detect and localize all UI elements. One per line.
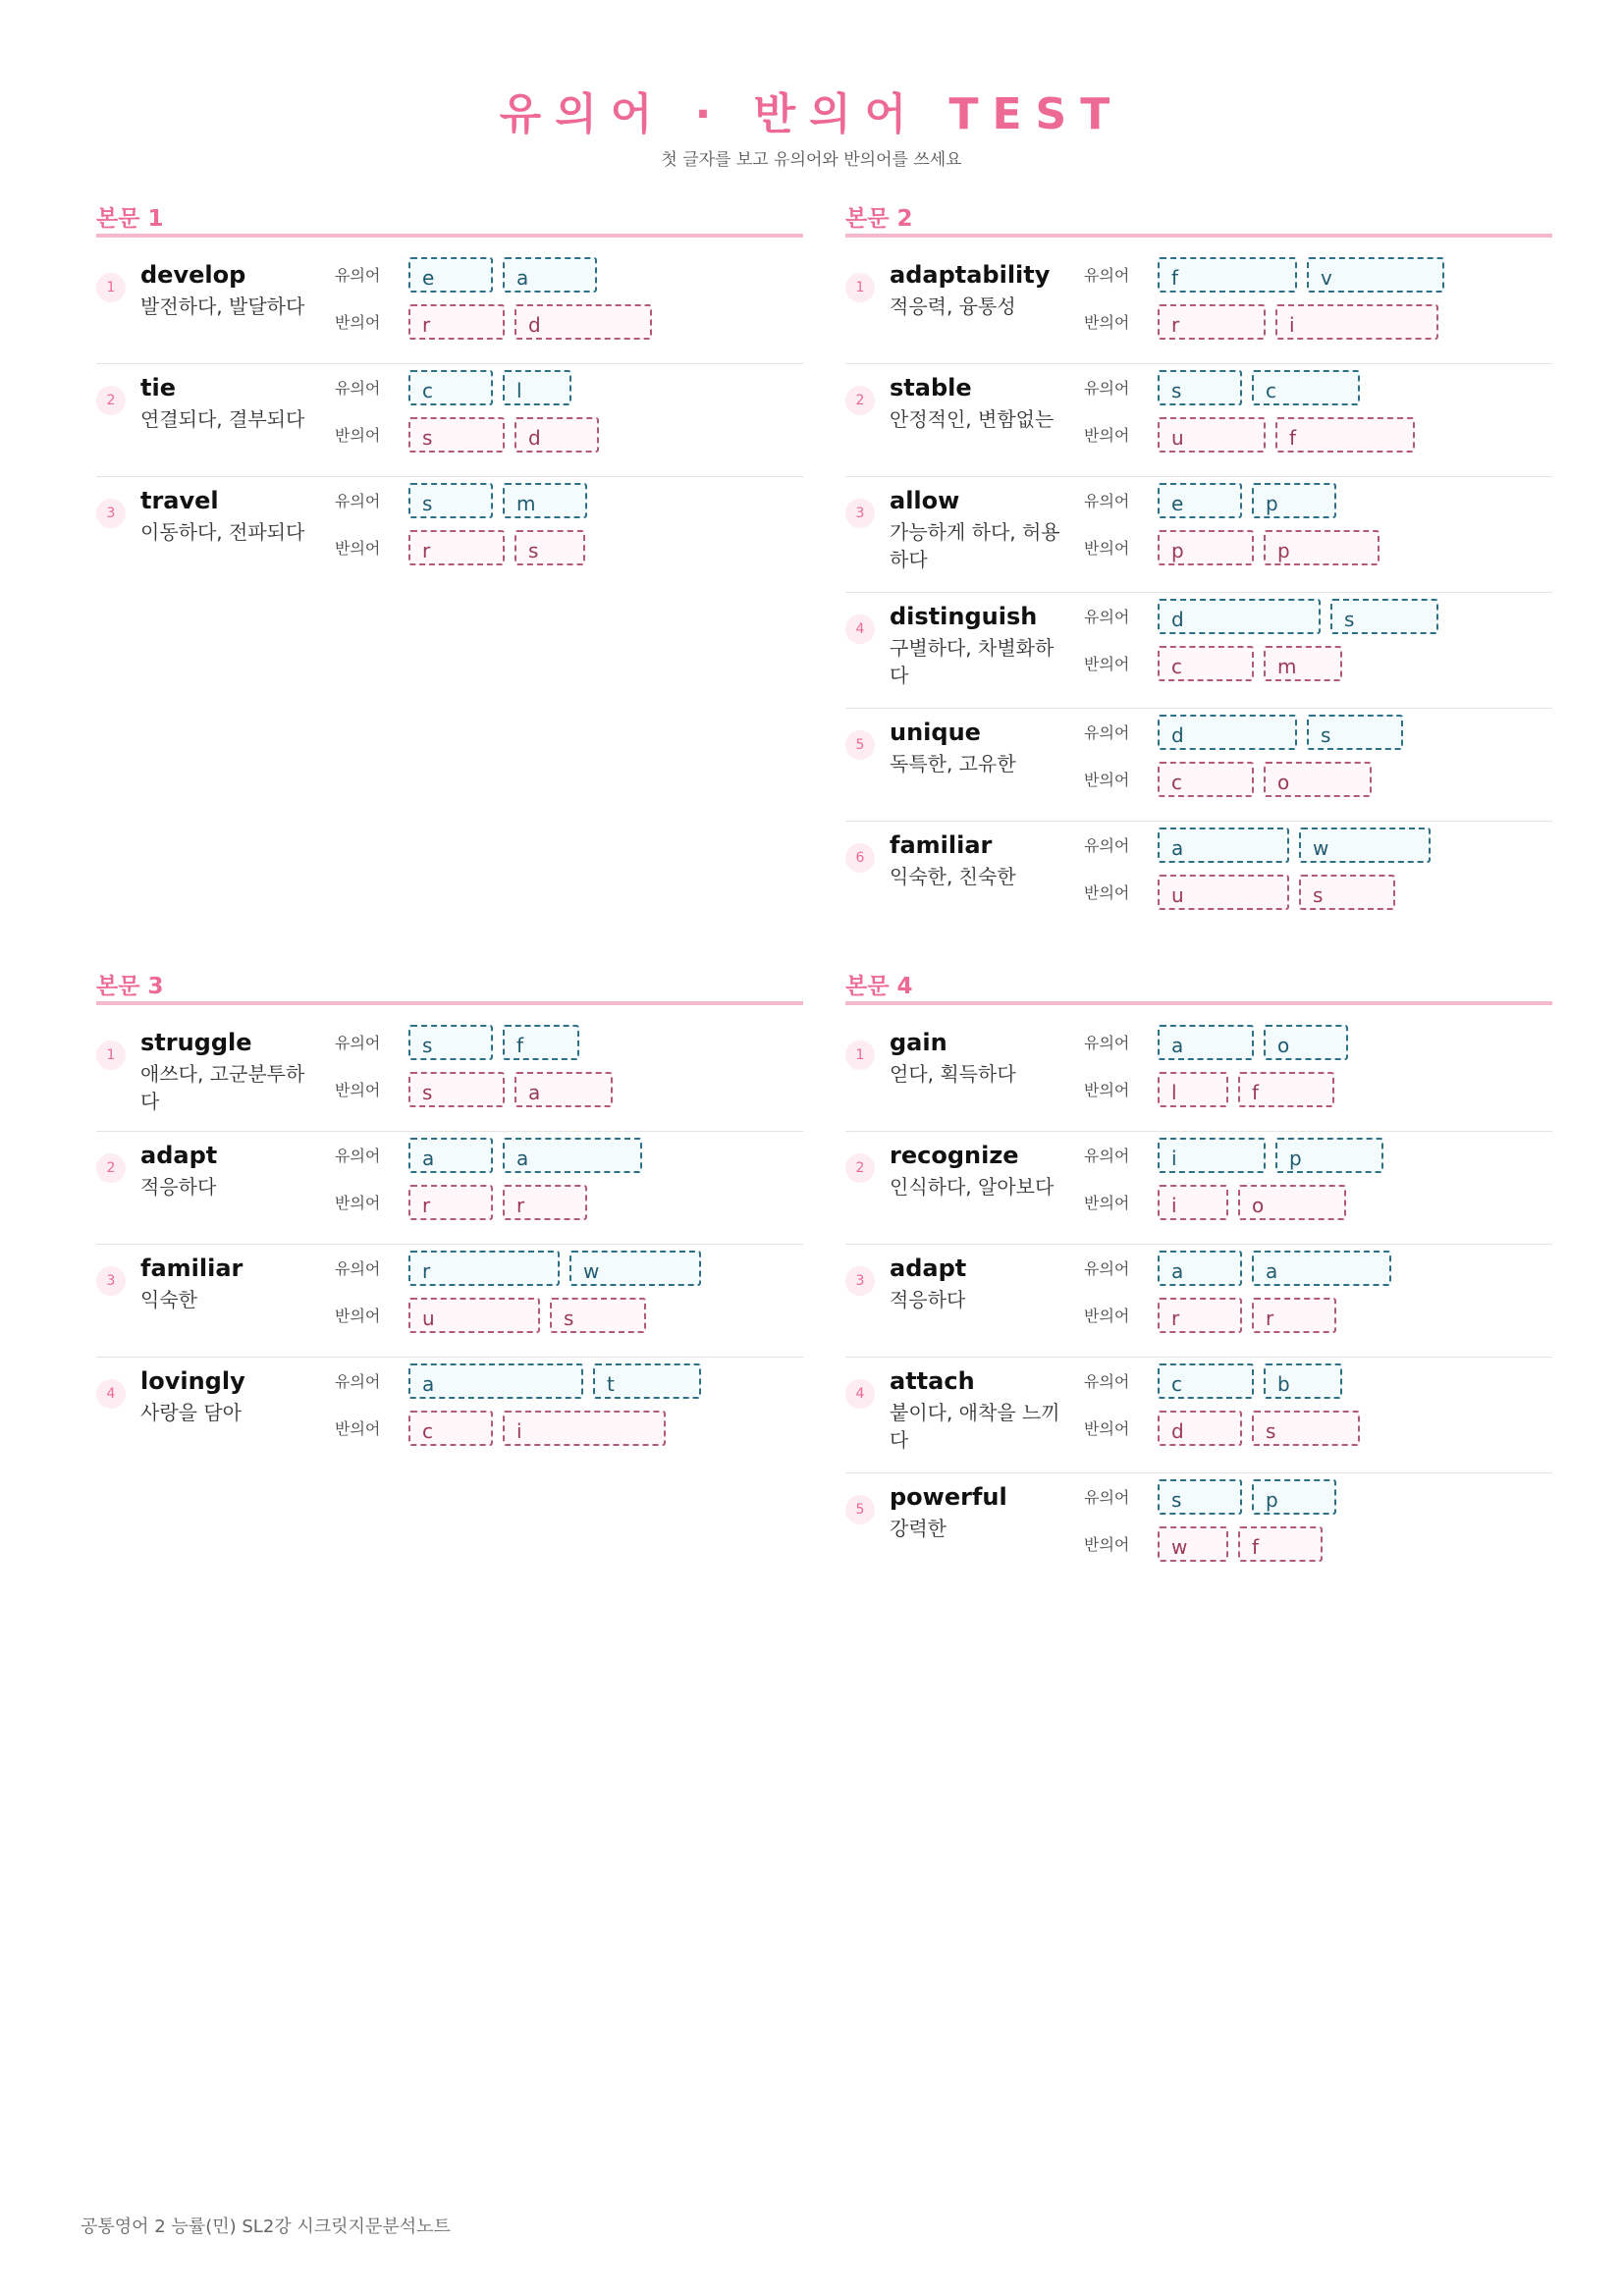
antonym-answer-box[interactable]: d: [1158, 1411, 1242, 1446]
synonym-label: 유의어: [335, 1034, 381, 1052]
synonym-row: [1158, 1025, 1348, 1060]
antonym-label: 반의어: [1084, 1307, 1130, 1325]
word-meaning: 안정적인, 변함없는: [890, 407, 1055, 431]
antonym-answer-box[interactable]: c: [1158, 762, 1254, 797]
word-item: [96, 477, 803, 589]
synonym-answer-box[interactable]: c: [1252, 370, 1360, 405]
antonym-row: [1158, 1298, 1336, 1333]
synonym-answer-box[interactable]: a: [503, 257, 597, 293]
synonym-answer-box[interactable]: o: [1264, 1025, 1348, 1060]
word-meaning: 사랑을 담아: [140, 1401, 242, 1424]
vocab-word: familiar: [890, 831, 993, 859]
word-item: [845, 1473, 1552, 1583]
item-number-badge: 2: [845, 1153, 875, 1183]
word-meaning: 적응력, 융통성: [890, 294, 1016, 318]
synonym-label: 유의어: [1084, 1147, 1130, 1165]
antonym-answer-box[interactable]: f: [1275, 417, 1415, 453]
synonym-label: 유의어: [1084, 1372, 1130, 1391]
word-meaning: 가능하게 하다, 허용하다: [890, 520, 1060, 571]
vocab-word: lovingly: [140, 1367, 245, 1395]
synonym-answer-box[interactable]: t: [593, 1363, 701, 1399]
section-title: 본문 2: [845, 206, 913, 232]
synonym-answer-box[interactable]: a: [408, 1138, 493, 1173]
synonym-row: [408, 257, 597, 293]
vocab-word: develop: [140, 261, 246, 289]
synonym-answer-box[interactable]: s: [1307, 715, 1403, 750]
antonym-answer-box[interactable]: o: [1238, 1185, 1346, 1220]
word-item: [96, 364, 803, 477]
antonym-answer-box[interactable]: w: [1158, 1526, 1228, 1562]
antonym-row: [1158, 762, 1372, 797]
item-number-badge: 3: [96, 499, 126, 528]
antonym-label: 반의어: [1084, 883, 1130, 902]
synonym-row: [408, 1025, 579, 1060]
antonym-answer-box[interactable]: s: [550, 1298, 646, 1333]
synonym-answer-box[interactable]: f: [503, 1025, 579, 1060]
item-number-badge: 5: [845, 1495, 875, 1524]
antonym-answer-box[interactable]: s: [1299, 875, 1395, 910]
item-number-badge: 5: [845, 730, 875, 760]
antonym-label: 반의어: [1084, 1081, 1130, 1099]
synonym-answer-box[interactable]: a: [408, 1363, 583, 1399]
synonym-answer-box[interactable]: p: [1252, 483, 1336, 518]
synonym-label: 유의어: [335, 1259, 381, 1278]
synonym-answer-box[interactable]: d: [1158, 715, 1297, 750]
antonym-row: [1158, 1526, 1323, 1562]
section-4: [845, 968, 1552, 1583]
word-meaning: 얻다, 획득하다: [890, 1062, 1016, 1086]
antonym-row: [408, 1411, 666, 1446]
synonym-row: [408, 1363, 701, 1399]
synonym-answer-box[interactable]: w: [1299, 828, 1431, 863]
word-item: [96, 251, 803, 364]
antonym-answer-box[interactable]: l: [1158, 1072, 1228, 1107]
antonym-answer-box[interactable]: s: [514, 530, 585, 565]
antonym-answer-box[interactable]: s: [408, 417, 505, 453]
antonym-answer-box[interactable]: p: [1264, 530, 1380, 565]
synonym-label: 유의어: [335, 266, 381, 285]
antonym-answer-box[interactable]: r: [1252, 1298, 1336, 1333]
word-list: [845, 1019, 1552, 1583]
item-number-badge: 4: [96, 1379, 126, 1409]
antonym-row: [408, 1185, 587, 1220]
antonym-label: 반의어: [335, 539, 381, 558]
antonym-answer-box[interactable]: c: [1158, 646, 1254, 681]
synonym-answer-box[interactable]: p: [1275, 1138, 1383, 1173]
antonym-row: [1158, 1072, 1334, 1107]
word-meaning: 애쓰다, 고군분투하다: [140, 1062, 305, 1113]
word-meaning: 강력한: [890, 1517, 947, 1540]
antonym-answer-box[interactable]: p: [1158, 530, 1254, 565]
synonym-row: [1158, 1363, 1342, 1399]
antonym-answer-box[interactable]: i: [1275, 304, 1438, 340]
word-item: [845, 822, 1552, 934]
section-divider: [845, 234, 1552, 238]
synonym-label: 유의어: [335, 1147, 381, 1165]
synonym-answer-box[interactable]: d: [1158, 599, 1321, 634]
synonym-label: 유의어: [1084, 1034, 1130, 1052]
synonym-answer-box[interactable]: c: [1158, 1363, 1254, 1399]
page-title: 유의어 · 반의어 TEST: [499, 89, 1124, 139]
section-divider: [845, 1001, 1552, 1005]
synonym-row: [408, 1138, 642, 1173]
word-item: [845, 1245, 1552, 1358]
section-divider: [96, 234, 803, 238]
synonym-row: [1158, 483, 1336, 518]
synonym-answer-box[interactable]: a: [1252, 1251, 1391, 1286]
synonym-answer-box[interactable]: l: [503, 370, 571, 405]
vocab-word: powerful: [890, 1483, 1007, 1511]
section-title: 본문 1: [96, 206, 164, 232]
antonym-label: 반의어: [335, 313, 381, 332]
antonym-answer-box[interactable]: i: [1158, 1185, 1228, 1220]
antonym-answer-box[interactable]: d: [514, 304, 652, 340]
item-number-badge: 2: [845, 386, 875, 415]
antonym-answer-box[interactable]: s: [408, 1072, 505, 1107]
word-meaning: 연결되다, 결부되다: [140, 407, 305, 431]
item-number-badge: 1: [96, 1041, 126, 1070]
item-number-badge: 3: [96, 1266, 126, 1296]
synonym-row: [1158, 370, 1360, 405]
synonym-answer-box[interactable]: a: [503, 1138, 642, 1173]
synonym-answer-box[interactable]: s: [1158, 370, 1242, 405]
page-subtitle: 첫 글자를 보고 유의어와 반의어를 쓰세요: [661, 150, 962, 170]
vocab-word: recognize: [890, 1142, 1019, 1169]
antonym-label: 반의어: [1084, 426, 1130, 445]
vocab-word: adaptability: [890, 261, 1051, 289]
item-number-badge: 1: [845, 273, 875, 302]
word-meaning: 인식하다, 알아보다: [890, 1175, 1055, 1199]
item-number-badge: 4: [845, 614, 875, 644]
word-item: [845, 251, 1552, 364]
word-item: [96, 1132, 803, 1245]
item-number-badge: 1: [845, 1041, 875, 1070]
antonym-label: 반의어: [335, 426, 381, 445]
antonym-answer-box[interactable]: r: [1158, 1298, 1242, 1333]
word-item: [845, 1132, 1552, 1245]
synonym-row: [1158, 599, 1438, 634]
vocab-word: adapt: [140, 1142, 218, 1169]
antonym-row: [1158, 1411, 1360, 1446]
word-meaning: 이동하다, 전파되다: [140, 520, 305, 544]
antonym-answer-box[interactable]: r: [1158, 304, 1266, 340]
antonym-label: 반의어: [1084, 1194, 1130, 1212]
synonym-row: [1158, 257, 1444, 293]
antonym-answer-box[interactable]: m: [1264, 646, 1342, 681]
antonym-answer-box[interactable]: r: [408, 304, 505, 340]
synonym-answer-box[interactable]: a: [1158, 1025, 1254, 1060]
vocab-word: allow: [890, 487, 960, 514]
antonym-answer-box[interactable]: o: [1264, 762, 1372, 797]
synonym-row: [1158, 1138, 1383, 1173]
item-number-badge: 3: [845, 1266, 875, 1296]
item-number-badge: 2: [96, 386, 126, 415]
synonym-answer-box[interactable]: v: [1307, 257, 1444, 293]
antonym-row: [408, 1298, 646, 1333]
synonym-answer-box[interactable]: a: [1158, 828, 1289, 863]
antonym-label: 반의어: [1084, 771, 1130, 789]
word-list: [845, 251, 1552, 934]
vocab-word: struggle: [140, 1029, 252, 1056]
item-number-badge: 3: [845, 499, 875, 528]
section-title: 본문 3: [96, 974, 164, 999]
synonym-answer-box[interactable]: e: [1158, 483, 1242, 518]
synonym-row: [1158, 1479, 1336, 1515]
antonym-row: [1158, 1185, 1346, 1220]
item-number-badge: 2: [96, 1153, 126, 1183]
synonym-label: 유의어: [1084, 608, 1130, 626]
word-meaning: 익숙한, 친숙한: [890, 865, 1016, 888]
antonym-answer-box[interactable]: r: [408, 530, 505, 565]
antonym-answer-box[interactable]: u: [1158, 875, 1289, 910]
item-number-badge: 4: [845, 1379, 875, 1409]
synonym-answer-box[interactable]: p: [1252, 1479, 1336, 1515]
synonym-label: 유의어: [1084, 1259, 1130, 1278]
word-meaning: 발전하다, 발달하다: [140, 294, 305, 318]
vocab-word: stable: [890, 374, 972, 401]
vocab-word: adapt: [890, 1255, 967, 1282]
synonym-label: 유의어: [1084, 266, 1130, 285]
synonym-label: 유의어: [1084, 836, 1130, 855]
synonym-row: [1158, 1251, 1391, 1286]
antonym-row: [1158, 646, 1342, 681]
word-meaning: 독특한, 고유한: [890, 752, 1016, 775]
section-2: [845, 200, 1552, 934]
antonym-answer-box[interactable]: d: [514, 417, 599, 453]
word-meaning: 적응하다: [890, 1288, 966, 1311]
synonym-answer-box[interactable]: c: [408, 370, 493, 405]
section-divider: [96, 1001, 803, 1005]
antonym-label: 반의어: [335, 1194, 381, 1212]
vocab-word: gain: [890, 1029, 947, 1056]
word-meaning: 적응하다: [140, 1175, 217, 1199]
synonym-label: 유의어: [335, 492, 381, 510]
synonym-label: 유의어: [335, 379, 381, 398]
synonym-label: 유의어: [1084, 1488, 1130, 1507]
antonym-answer-box[interactable]: u: [408, 1298, 540, 1333]
synonym-answer-box[interactable]: s: [408, 1025, 493, 1060]
synonym-answer-box[interactable]: s: [408, 483, 493, 518]
vocab-word: attach: [890, 1367, 975, 1395]
synonym-row: [408, 370, 571, 405]
antonym-row: [1158, 530, 1380, 565]
synonym-label: 유의어: [335, 1372, 381, 1391]
synonym-row: [1158, 828, 1431, 863]
antonym-label: 반의어: [1084, 1419, 1130, 1438]
word-item: [845, 1358, 1552, 1473]
word-meaning: 구별하다, 차별화하다: [890, 636, 1055, 687]
synonym-label: 유의어: [1084, 492, 1130, 510]
antonym-row: [408, 417, 599, 453]
vocab-word: familiar: [140, 1255, 243, 1282]
synonym-answer-box[interactable]: f: [1158, 257, 1297, 293]
synonym-answer-box[interactable]: a: [1158, 1251, 1242, 1286]
word-item: [845, 477, 1552, 593]
vocab-word: distinguish: [890, 603, 1038, 630]
antonym-answer-box[interactable]: s: [1252, 1411, 1360, 1446]
synonym-row: [1158, 715, 1403, 750]
antonym-answer-box[interactable]: a: [514, 1072, 613, 1107]
antonym-label: 반의어: [1084, 313, 1130, 332]
synonym-label: 유의어: [1084, 723, 1130, 742]
antonym-row: [408, 530, 585, 565]
antonym-row: [408, 1072, 613, 1107]
synonym-answer-box[interactable]: r: [408, 1251, 560, 1286]
synonym-answer-box[interactable]: e: [408, 257, 493, 293]
word-item: [96, 1358, 803, 1469]
antonym-answer-box[interactable]: c: [408, 1411, 493, 1446]
antonym-row: [1158, 304, 1438, 340]
antonym-row: [408, 304, 652, 340]
synonym-answer-box[interactable]: w: [569, 1251, 701, 1286]
antonym-label: 반의어: [1084, 539, 1130, 558]
antonym-row: [1158, 875, 1395, 910]
word-item: [845, 593, 1552, 709]
synonym-answer-box[interactable]: s: [1330, 599, 1438, 634]
antonym-answer-box[interactable]: f: [1238, 1526, 1323, 1562]
antonym-answer-box[interactable]: f: [1238, 1072, 1334, 1107]
antonym-answer-box[interactable]: i: [503, 1411, 666, 1446]
word-item: [845, 709, 1552, 822]
synonym-label: 유의어: [1084, 379, 1130, 398]
antonym-label: 반의어: [335, 1307, 381, 1325]
item-number-badge: 1: [96, 273, 126, 302]
antonym-label: 반의어: [335, 1419, 381, 1438]
antonym-label: 반의어: [335, 1081, 381, 1099]
word-item: [96, 1245, 803, 1358]
antonym-answer-box[interactable]: u: [1158, 417, 1266, 453]
section-title: 본문 4: [845, 974, 913, 999]
synonym-row: [408, 483, 587, 518]
synonym-answer-box[interactable]: m: [503, 483, 587, 518]
word-list: [96, 1019, 803, 1469]
synonym-answer-box[interactable]: b: [1264, 1363, 1342, 1399]
word-meaning: 익숙한: [140, 1288, 197, 1311]
antonym-row: [1158, 417, 1415, 453]
section-1: [96, 200, 803, 589]
antonym-label: 반의어: [1084, 1535, 1130, 1554]
antonym-answer-box[interactable]: r: [503, 1185, 587, 1220]
antonym-answer-box[interactable]: r: [408, 1185, 493, 1220]
footer-text: 공통영어 2 능률(민) SL2강 시크릿지문분석노트: [81, 2216, 451, 2237]
antonym-label: 반의어: [1084, 655, 1130, 673]
section-3: [96, 968, 803, 1469]
vocab-word: tie: [140, 374, 176, 401]
synonym-row: [408, 1251, 701, 1286]
word-list: [96, 251, 803, 589]
synonym-answer-box[interactable]: s: [1158, 1479, 1242, 1515]
synonym-answer-box[interactable]: i: [1158, 1138, 1266, 1173]
vocab-word: unique: [890, 719, 981, 746]
word-item: [845, 1019, 1552, 1132]
word-item: [845, 364, 1552, 477]
word-meaning: 붙이다, 애착을 느끼다: [890, 1401, 1060, 1452]
vocab-word: travel: [140, 487, 219, 514]
item-number-badge: 6: [845, 843, 875, 873]
word-item: [96, 1019, 803, 1132]
